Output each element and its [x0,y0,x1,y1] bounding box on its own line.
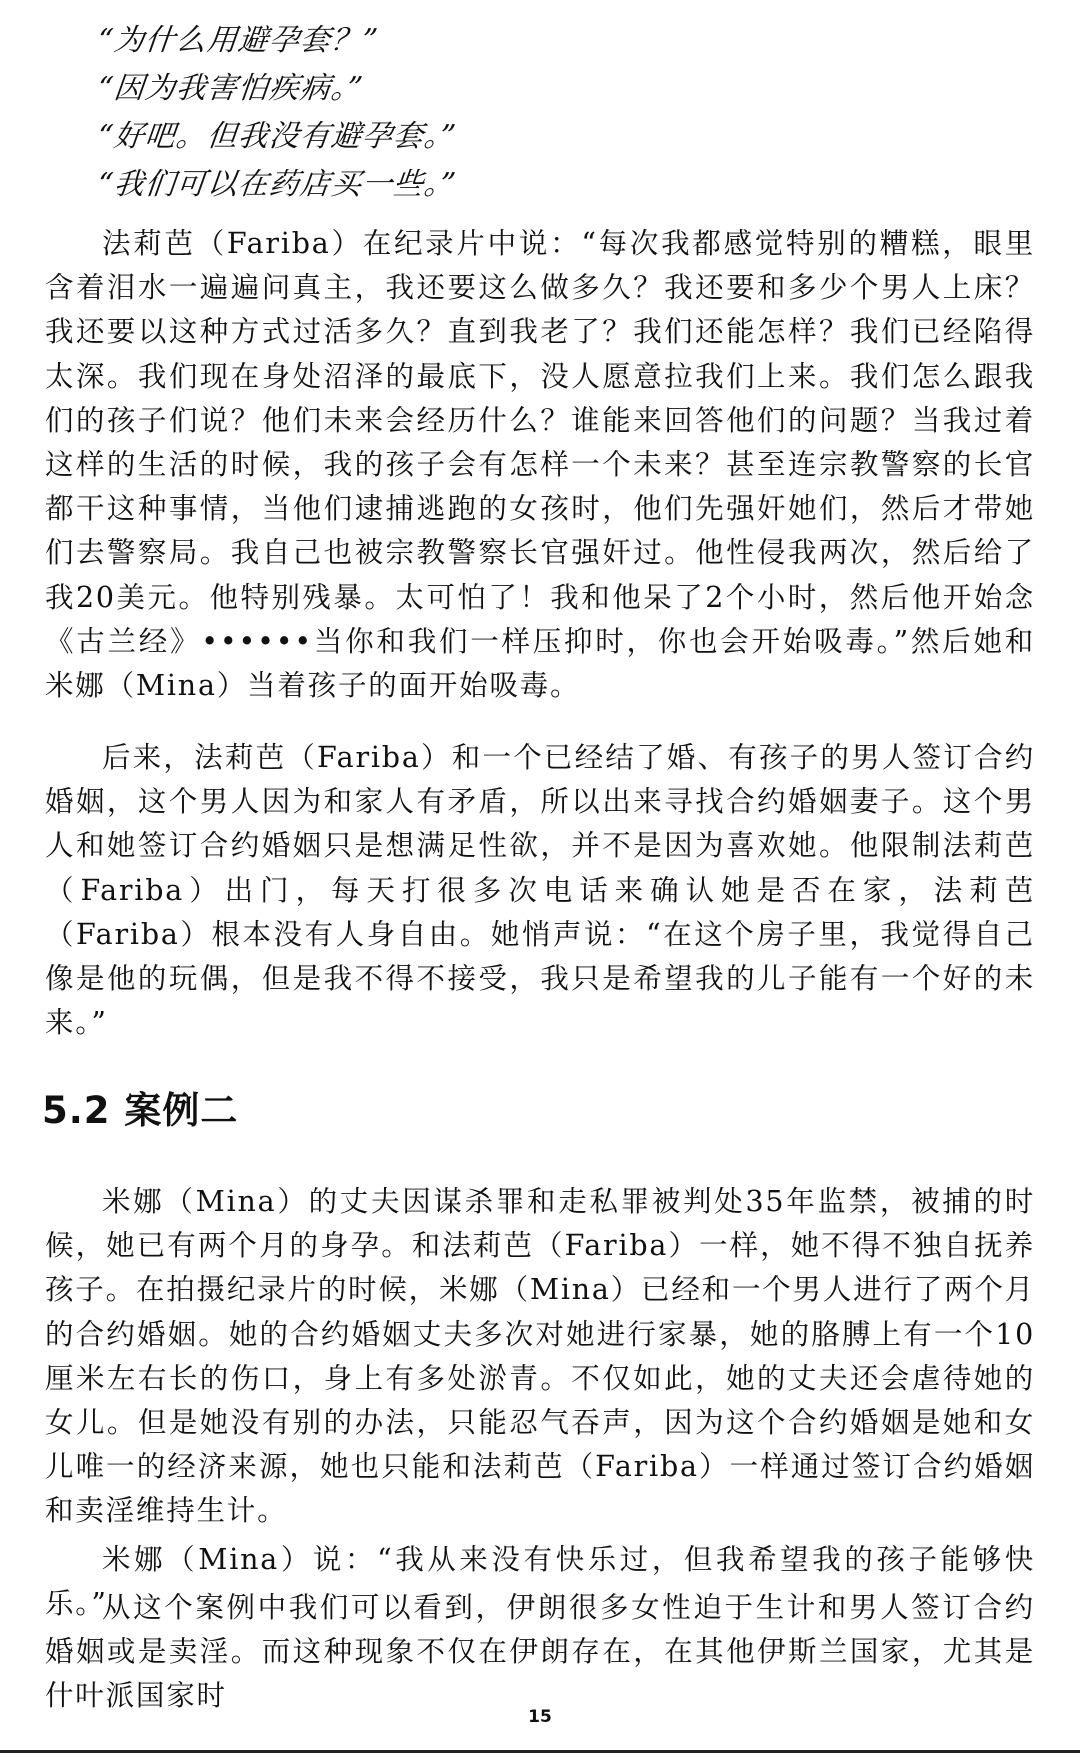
dialogue-line: “好吧。但我没有避孕套。” [95,119,459,154]
paragraph-mina-case: 米娜（Mina）的丈夫因谋杀罪和走私罪被判处35年监禁，被捕的时候，她已有两个月的身孕。和法莉芭（Fariba）一样，她不得不独自抚养孩子。在拍摄纪录片的时候，米娜（Mina）已经和一个男人进行了两个月的合约婚姻。她的合约婚姻丈夫多次对她进行家暴，她的胳膊上有一个10厘米左右长的伤口，身上有多处淤青。不仅如此，她的丈夫还会虐待她的女儿。但是她没有别的办法，只能忍气吞声，因为这个合约婚姻是她和女儿唯一的经济来源，她也只能和法莉芭（Fariba）一样通过签订合约婚姻和卖淫维持生计。 [45,1185,1035,1528]
dialogue-line: “为什么用避孕套？” [95,23,381,58]
section-heading: 5.2 案例二 [42,1089,239,1132]
dialogue-line: “我们可以在药店买一些。” [95,167,459,202]
paragraph-fariba-contract-marriage: 后来，法莉芭（Fariba）和一个已经结了婚、有孩子的男人签订合约婚姻，这个男人因为和家人有矛盾，所以出来寻找合约婚姻妻子。这个男人和她签订合约婚姻只是想满足性欲，并不是因为喜欢她。他限制法莉芭（Fariba）出门，每天打很多次电话来确认她是否在家，法莉芭（Fariba）根本没有人身自由。她悄声说：“在这个房子里，我觉得自己像是他的玩偶，但是我不得不接受，我只是希望我的儿子能有一个好的未来。” [45,741,1035,1040]
page-number: 15 [528,1707,552,1727]
bottom-rule [0,1750,1080,1753]
paragraph-mina-quote: 米娜（Mina）说：“我从来没有快乐过，但我希望我的孩子能够快乐。” [45,1543,1035,1621]
paragraph-conclusion: 从这个案例中我们可以看到，伊朗很多女性迫于生计和男人签订合约婚姻或是卖淫。而这种现象不仅在伊朗存在，在其他伊斯兰国家，尤其是什叶派国家时 [45,1591,1035,1713]
paragraph-fariba-quote: 法莉芭（Fariba）在纪录片中说：“每次我都感觉特别的糟糕，眼里含着泪水一遍遍问真主，我还要这么做多久？我还要和多少个男人上床？我还要以这种方式过活多久？直到我老了？我们还能怎样？我们已经陷得太深。我们现在身处沼泽的最底下，没人愿意拉我们上来。我们怎么跟我们的孩子们说？他们未来会经历什么？谁能来回答他们的问题？当我过着这样的生活的时候，我的孩子会有怎样一个未来？甚至连宗教警察的长官都干这种事情，当他们逮捕逃跑的女孩时，他们先强奸她们，然后才带她们去警察局。我自己也被宗教警察长官强奸过。他性侵我两次，然后给了我20美元。他特别残暴。太可怕了！我和他呆了2个小时，然后他开始念《古兰经》••••••当你和我们一样压抑时，你也会开始吸毒。”然后她和米娜（Mina）当着孩子的面开始吸毒。 [45,227,1035,703]
dialogue-line: “因为我害怕疾病。” [95,71,366,106]
